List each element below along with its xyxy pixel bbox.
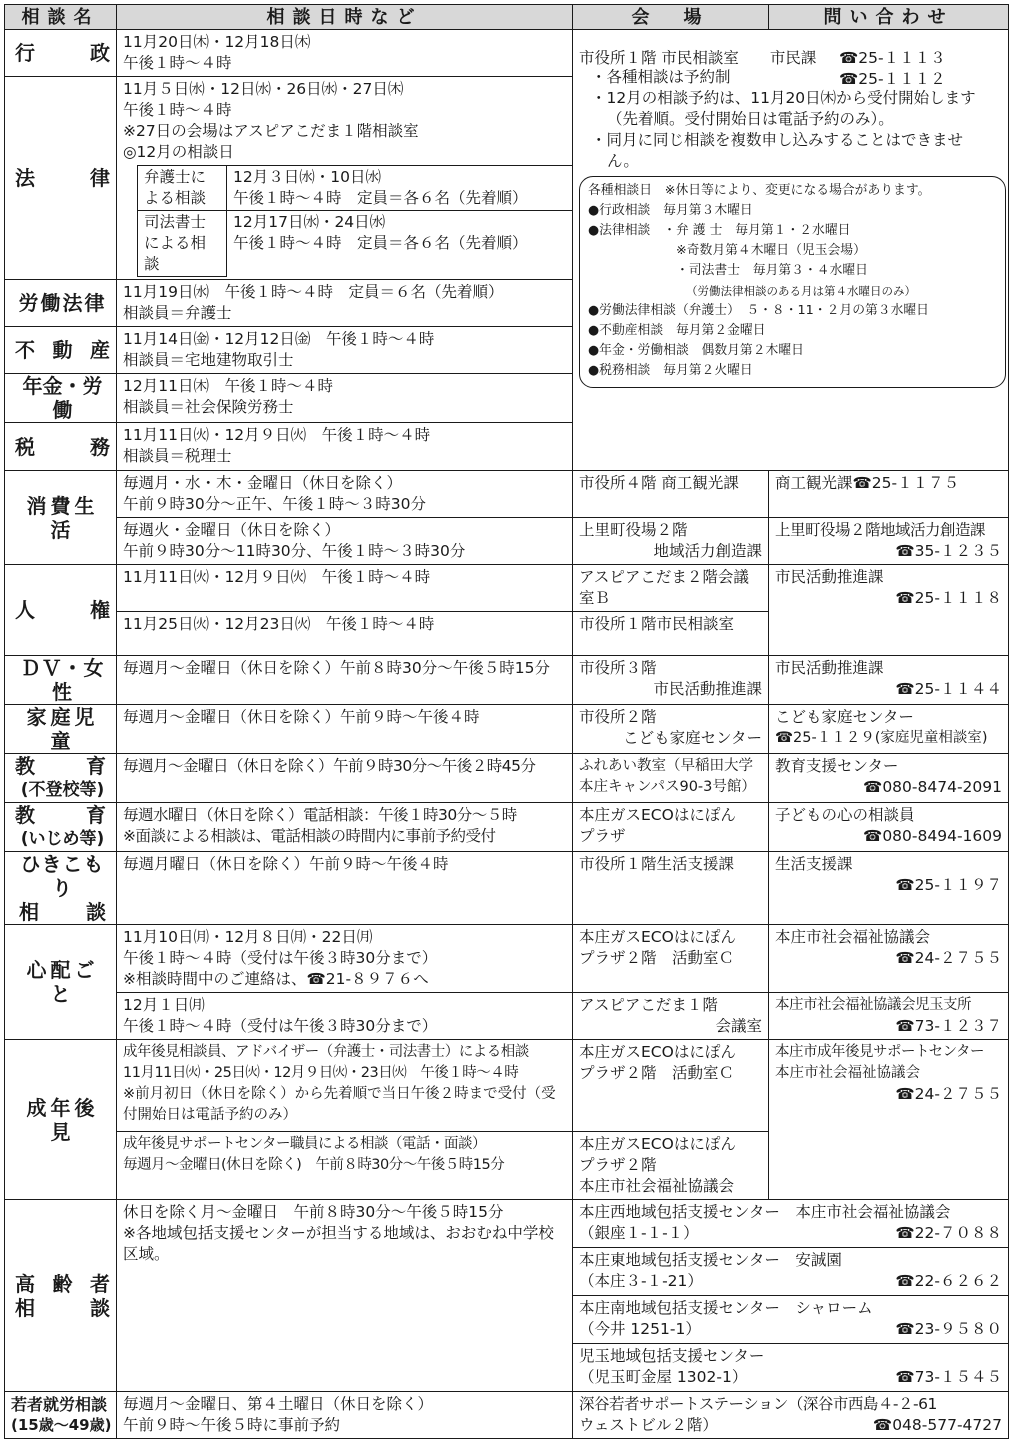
cat-shinpai: 心配ごと bbox=[5, 925, 117, 1040]
shinpai-b-contact: 本庄市社会福祉協議会児玉支所 ☎73-１２３７ bbox=[769, 993, 1009, 1040]
shohi-a-venue: 市役所４階 商工観光課 bbox=[573, 471, 769, 518]
shohi-b-datetime: 毎週火・金曜日（休日を除く） 午前９時30分～11時30分、午後１時～３時30分 bbox=[117, 518, 573, 565]
cat-rodo: 労働法律 bbox=[5, 280, 117, 327]
row-katei bbox=[5, 705, 1009, 754]
jinken-b-datetime: 11月25日㈫・12月23日㈫ 午後１時～４時 bbox=[117, 612, 573, 656]
cat-zeimu: 税 務 bbox=[5, 423, 117, 471]
wakamono-venue: 深谷若者サポートステーション（深谷市西島４-２-61 ウェストビル２階） ☎048-577-4727 bbox=[573, 1392, 1009, 1439]
jinken-a-venue: アスピアこだま２階会議室Ｂ bbox=[573, 565, 769, 612]
scrivener-schedule: 12月17日㈬・24日㈬ 午後１時～４時 定員＝各６名（先着順） bbox=[227, 211, 573, 277]
seinen-contact: 本庄市成年後見サポートセンター 本庄市社会福祉協議会 ☎24-２７５５ bbox=[769, 1040, 1009, 1200]
row-seinen-a bbox=[5, 1040, 1009, 1132]
jinken-a-datetime: 11月11日㈫・12月９日㈫ 午後１時～４時 bbox=[117, 565, 573, 612]
dv-datetime: 毎週月～金曜日（休日を除く）午前８時30分～午後５時15分 bbox=[117, 656, 573, 705]
cat-gyosei: 行 政 bbox=[5, 30, 117, 77]
hikikomori-datetime: 毎週月曜日（休日を除く）午前９時～午後４時 bbox=[117, 852, 573, 925]
shinpai-a-contact: 本庄市社会福祉協議会 ☎24-２７５５ bbox=[769, 925, 1009, 993]
header-row bbox=[5, 5, 1009, 30]
horitsu-datetime: 11月５日㈬・12日㈬・26日㈬・27日㈭ 午後１時～４時 ※27日の会場はアスピアこだま１階相談室 ◎12月の相談日 弁護士による相談 12月３日㈬・10日㈬ 午後１時～４時 定員＝各６名（先着順） 司法書士による相談 12月17日㈬・24日㈬ 午後１時～４時 定員＝各６名（先着順） bbox=[117, 77, 573, 280]
cat-horitsu: 法 律 bbox=[5, 77, 117, 280]
nenkin-datetime: 12月11日㈭ 午後１時～４時 相談員＝社会保険労務士 bbox=[117, 374, 573, 423]
wakamono-datetime: 毎週月～金曜日、第４土曜日（休日を除く） 午前９時～午後５時に事前予約 bbox=[117, 1392, 573, 1439]
koreisha-center-south: 本庄南地域包括支援センター シャローム （今井 1251-1） ☎23-９５８０ bbox=[573, 1296, 1009, 1344]
katei-contact: こども家庭センター ☎25-１１２９(家庭児童相談室) bbox=[769, 705, 1009, 754]
cat-koreisha: 高 齢 者 相 談 bbox=[5, 1200, 117, 1392]
katei-venue: 市役所２階 こども家庭センター bbox=[573, 705, 769, 754]
cat-fudosan: 不 動 産 bbox=[5, 327, 117, 374]
shohi-a-datetime: 毎週月・水・木・金曜日（休日を除く） 午前９時30分～正午、午後１時～３時30分 bbox=[117, 471, 573, 518]
schedule-box: 各種相談日 ※休日等により、変更になる場合があります。 ●行政相談 毎月第３木曜日 ●法律相談 ・弁 護 士 毎月第１・２水曜日 ※奇数月第４木曜日（児玉会場） ・司法書士 毎月第３・４水曜日 （労働法律相談のある月は第４水曜日のみ） ●労働法律相談（弁護士） ５・８・11・２月の第３水曜日 ●不動産相談 毎月第２金曜日 ●年金・労働相談 偶数月第２木曜日 ●税務相談 毎月第２火曜日 bbox=[579, 176, 1006, 388]
shohi-a-contact: 商工観光課☎25-１１７５ bbox=[769, 471, 1009, 518]
cat-dv: ＤＶ・女性 bbox=[5, 656, 117, 705]
kyoiku1-venue: ふれあい教室（早稲田大学 本庄キャンパス90-3号館） bbox=[573, 754, 769, 803]
cat-shohi: 消費生活 bbox=[5, 471, 117, 565]
shohi-b-contact: 上里町役場２階地域活力創造課 ☎35-１２３５ bbox=[769, 518, 1009, 565]
dv-venue: 市役所３階 市民活動推進課 bbox=[573, 656, 769, 705]
row-gyosei bbox=[5, 30, 1009, 77]
dv-contact: 市民活動推進課 ☎25-１１４４ bbox=[769, 656, 1009, 705]
seinen-b-venue: 本庄ガスECOはにぽん プラザ２階 本庄市社会福祉協議会 bbox=[573, 1132, 769, 1200]
kyoiku2-venue: 本庄ガスECOはにぽん プラザ bbox=[573, 803, 769, 852]
row-shinpai-a bbox=[5, 925, 1009, 993]
jinken-contact: 市民活動推進課 ☎25-１１１８ bbox=[769, 565, 1009, 656]
kyoiku2-contact: 子どもの心の相談員 ☎080-8494-1609 bbox=[769, 803, 1009, 852]
fudosan-datetime: 11月14日㈮・12月12日㈮ 午後１時～４時 相談員＝宅地建物取引士 bbox=[117, 327, 573, 374]
koreisha-center-kodama: 児玉地域包括支援センター （児玉町金屋 1302-1） ☎73-１５４５ bbox=[573, 1344, 1009, 1392]
cat-kyoiku1: 教 育 (不登校等) bbox=[5, 754, 117, 803]
row-shinpai-b bbox=[5, 993, 1009, 1040]
hikikomori-venue: 市役所１階生活支援課 bbox=[573, 852, 769, 925]
cat-jinken: 人 権 bbox=[5, 565, 117, 656]
lawyer-label: 弁護士による相談 bbox=[138, 166, 227, 211]
header-contact: 問い合わせ bbox=[769, 5, 1009, 30]
cat-wakamono: 若者就労相談 (15歳～49歳) bbox=[5, 1392, 117, 1439]
katei-datetime: 毎週月～金曜日（休日を除く）午前９時～午後４時 bbox=[117, 705, 573, 754]
kyoiku1-datetime: 毎週月～金曜日（休日を除く）午前９時30分～午後２時45分 bbox=[117, 754, 573, 803]
seinen-b-datetime: 成年後見サポートセンター職員による相談（電話・面談） 毎週月～金曜日(休日を除く) 午前８時30分～午後５時15分 bbox=[117, 1132, 573, 1200]
kyoiku1-contact: 教育支援センター ☎080-8474-2091 bbox=[769, 754, 1009, 803]
cat-kyoiku2: 教 育 (いじめ等) bbox=[5, 803, 117, 852]
scrivener-label: 司法書士による相談 bbox=[138, 211, 227, 277]
jinken-b-venue: 市役所１階市民相談室 bbox=[573, 612, 769, 656]
koreisha-datetime: 休日を除く月～金曜日 午前８時30分～午後５時15分 ※各地域包括支援センターが担当する地域は、おおむね中学校区域。 bbox=[117, 1200, 573, 1392]
row-wakamono bbox=[5, 1392, 1009, 1439]
shinpai-a-datetime: 11月10日㈪・12月８日㈪・22日㈪ 午後１時～４時（受付は午後３時30分まで） ※相談時間中のご連絡は、☎21-８９７６へ bbox=[117, 925, 573, 993]
header-category: 相談名 bbox=[5, 5, 117, 30]
consultation-table bbox=[4, 4, 1009, 1439]
horitsu-december-table bbox=[137, 165, 572, 277]
header-datetime: 相談日時など bbox=[117, 5, 573, 30]
shinpai-b-venue: アスピアこだま１階 会議室 bbox=[573, 993, 769, 1040]
city-hall-venue-cell: 市役所１階 市民相談室 市民課 ☎25-１１１３ ☎25-１１１２ ・各種相談は予約制 ・12月の相談予約は、11月20日㈭から受付開始します（先着順。受付開始日は電話予約のみ）。 ・同月に同じ相談を複数申し込みすることはできません。 各種相談日 ※休日等により、変更になる場合があります。 ●行政相談 毎月第３木曜日 ●法律相談 ・弁 護 士 毎月第１・２水曜日 ※奇数月第４木曜日（児玉会場） ・司法書士 毎月第３・４水曜日 （労働法律相談のある月は第４水曜日のみ） ●労働法律相談（弁護士） ５・８・11・２月の第３水曜日 ●不動産相談 毎月第２金曜日 ●年金・労働相談 偶数月第２木曜日 ●税務相談 毎月第２火曜日 bbox=[573, 30, 1009, 471]
row-hikikomori bbox=[5, 852, 1009, 925]
row-kyoiku2 bbox=[5, 803, 1009, 852]
shinpai-a-venue: 本庄ガスECOはにぽん プラザ２階 活動室Ｃ bbox=[573, 925, 769, 993]
lawyer-schedule: 12月３日㈬・10日㈬ 午後１時～４時 定員＝各６名（先着順） bbox=[227, 166, 573, 211]
zeimu-datetime: 11月11日㈫・12月９日㈫ 午後１時～４時 相談員＝税理士 bbox=[117, 423, 573, 471]
seinen-a-datetime: 成年後見相談員、アドバイザー（弁護士・司法書士）による相談 11月11日㈫・25日㈫・12月９日㈫・23日㈫ 午後１時～４時 ※前月初日（休日を除く）から先着順で当日午後２時まで受付（受付開始日は電話予約のみ） bbox=[117, 1040, 573, 1132]
row-koreisha-1 bbox=[5, 1200, 1009, 1248]
row-shohi-b bbox=[5, 518, 1009, 565]
row-kyoiku1 bbox=[5, 754, 1009, 803]
rodo-datetime: 11月19日㈬ 午後１時～４時 定員＝６名（先着順） 相談員＝弁護士 bbox=[117, 280, 573, 327]
shohi-b-venue: 上里町役場２階 地域活力創造課 bbox=[573, 518, 769, 565]
cat-nenkin: 年金・労働 bbox=[5, 374, 117, 423]
cat-seinen: 成年後見 bbox=[5, 1040, 117, 1200]
row-dv bbox=[5, 656, 1009, 705]
cat-hikikomori: ひきこもり 相 談 bbox=[5, 852, 117, 925]
header-venue: 会 場 bbox=[573, 5, 769, 30]
shinpai-b-datetime: 12月１日㈪ 午後１時～４時（受付は午後３時30分まで） bbox=[117, 993, 573, 1040]
cat-katei: 家庭児童 bbox=[5, 705, 117, 754]
hikikomori-contact: 生活支援課 ☎25-１１９７ bbox=[769, 852, 1009, 925]
row-jinken-a bbox=[5, 565, 1009, 612]
gyosei-datetime: 11月20日㈭・12月18日㈭ 午後１時～４時 bbox=[117, 30, 573, 77]
seinen-a-venue: 本庄ガスECOはにぽん プラザ２階 活動室Ｃ bbox=[573, 1040, 769, 1132]
koreisha-center-east: 本庄東地域包括支援センター 安誠園 （本庄３-１-21） ☎22-６２６２ bbox=[573, 1248, 1009, 1296]
kyoiku2-datetime: 毎週水曜日（休日を除く）電話相談：午後１時30分～５時 ※面談による相談は、電話相談の時間内に事前予約受付 bbox=[117, 803, 573, 852]
row-shohi-a bbox=[5, 471, 1009, 518]
koreisha-center-west: 本庄西地域包括支援センター 本庄市社会福祉協議会 （銀座１-１-１） ☎22-７０８８ bbox=[573, 1200, 1009, 1248]
